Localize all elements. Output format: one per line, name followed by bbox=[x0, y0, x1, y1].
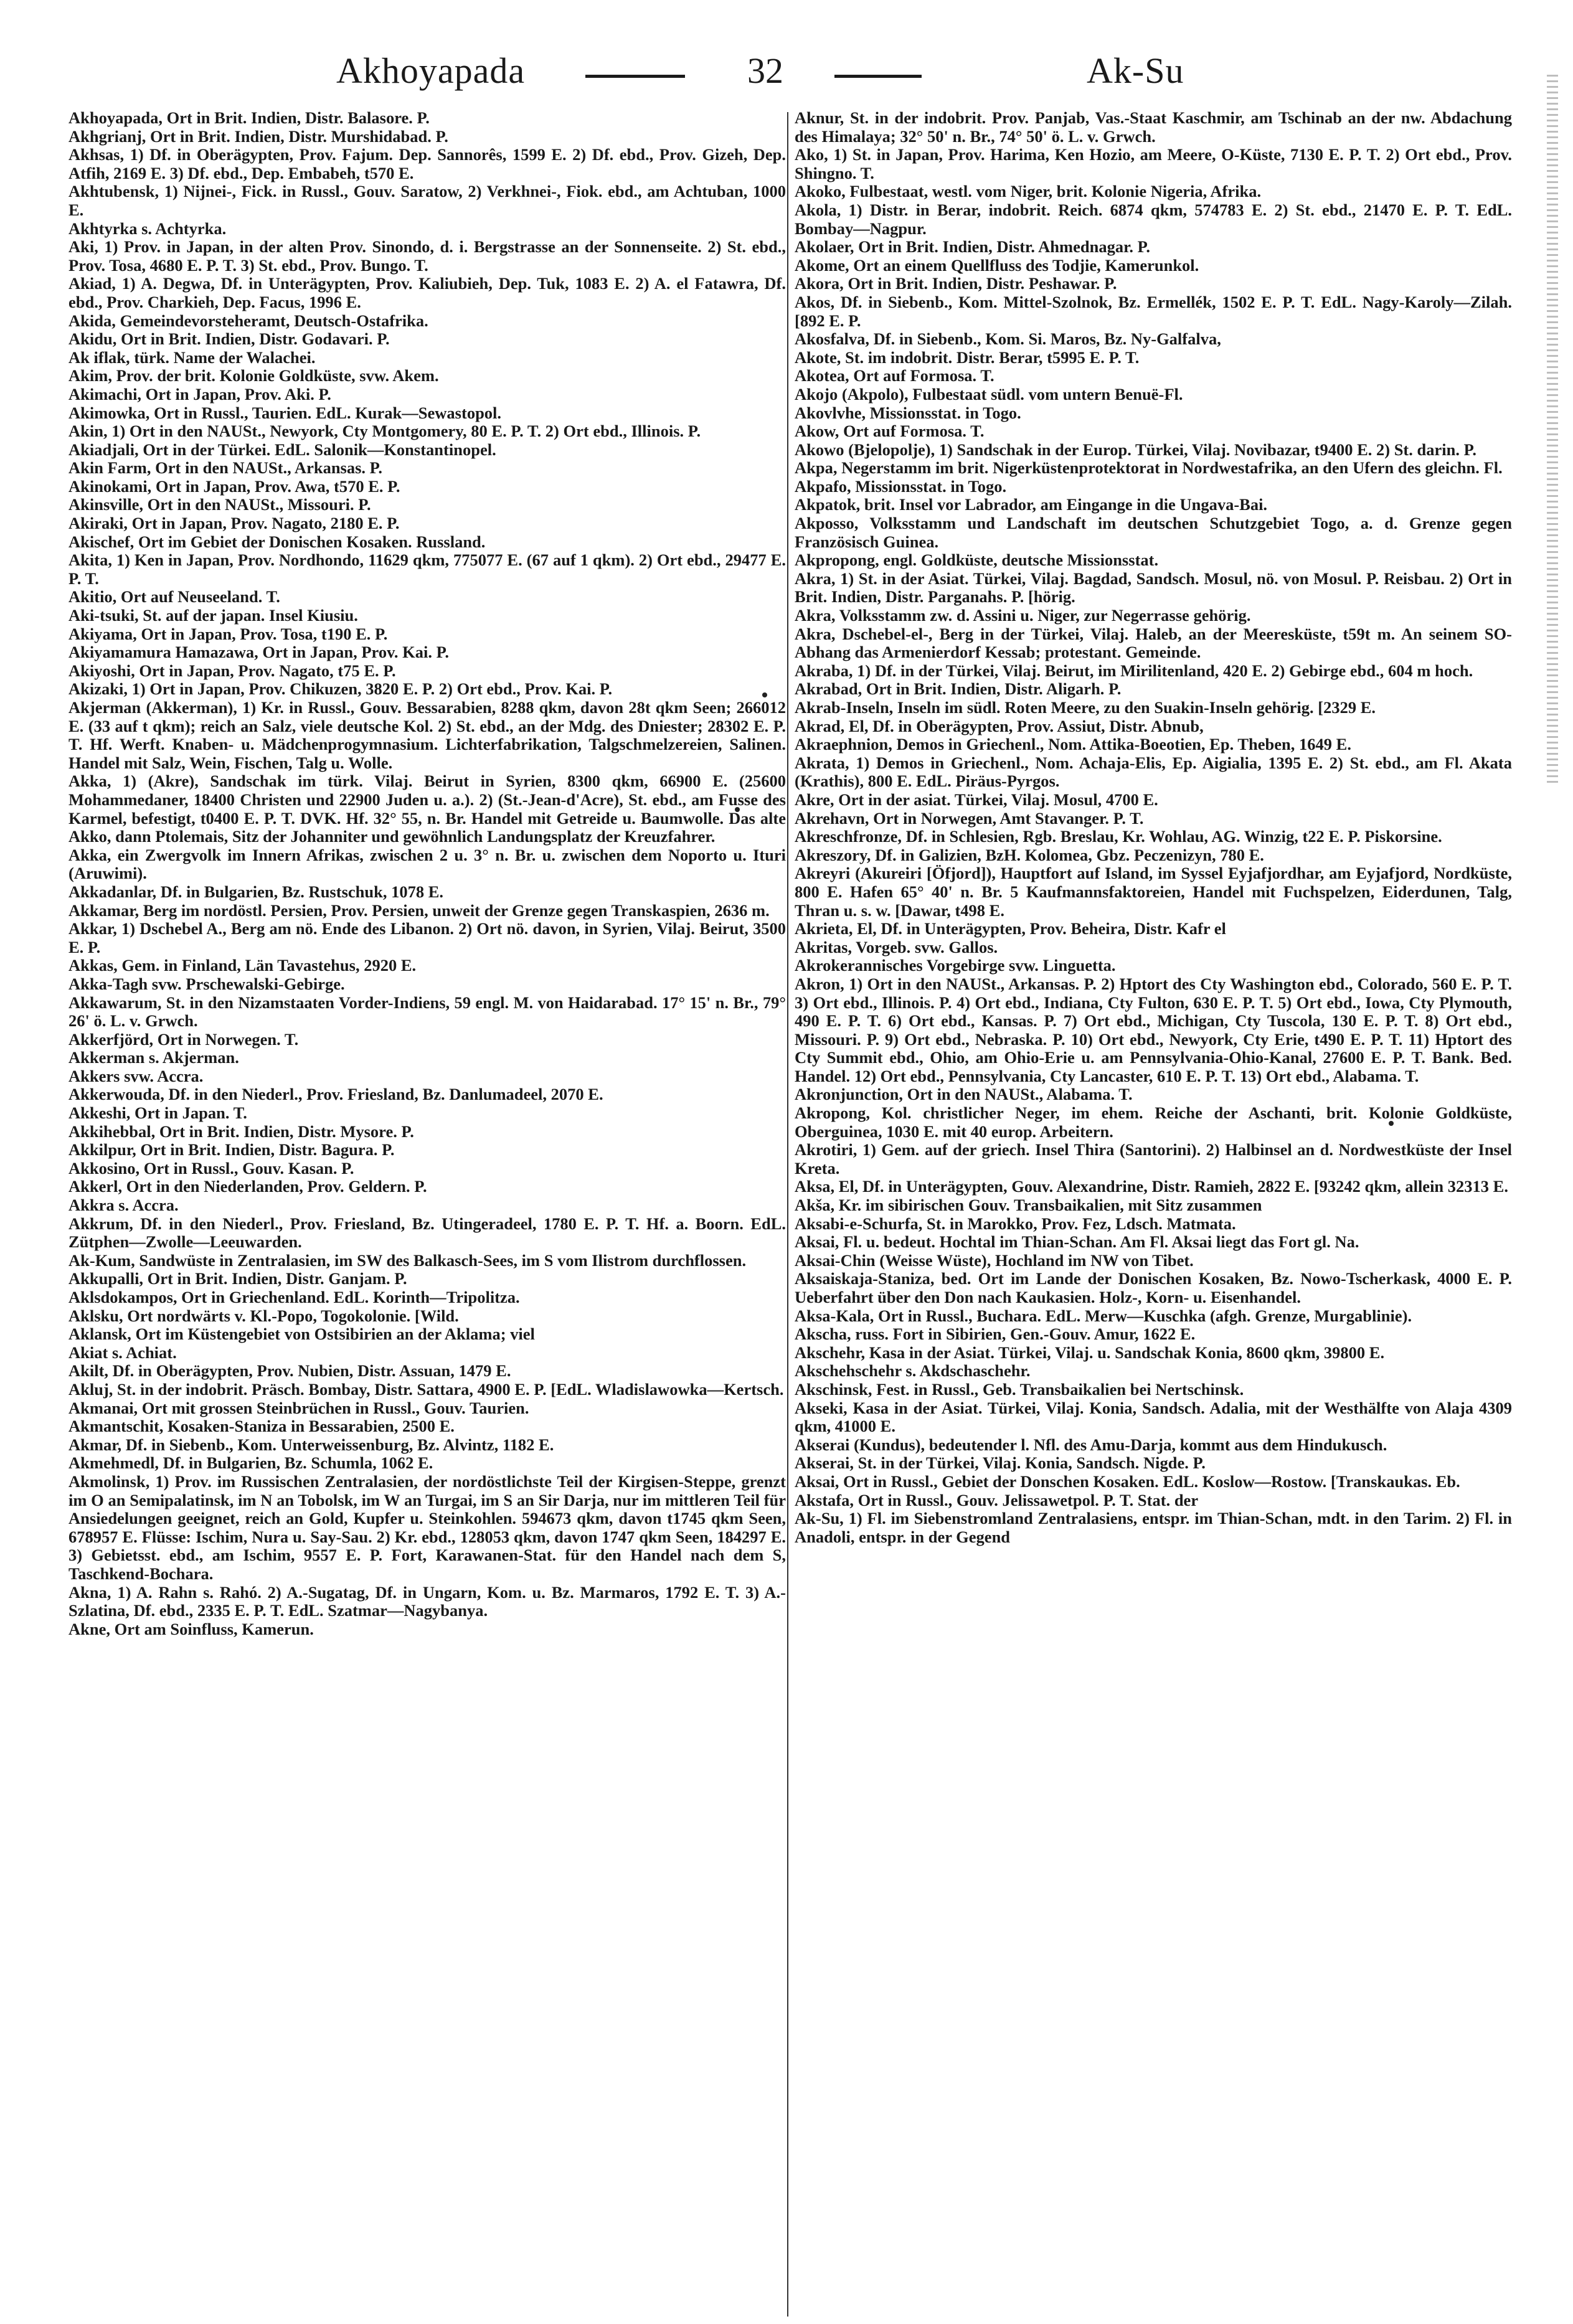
dictionary-entry: Akhtyrka s. Achtyrka. bbox=[68, 219, 227, 238]
dictionary-entry: Akim, Prov. der brit. Kolonie Goldküste, svw. Akem. bbox=[68, 366, 439, 385]
dictionary-entry: Akkerwouda, Df. in den Niederl., Prov. Friesland, Bz. Danlumadeel, 2070 E. bbox=[68, 1085, 603, 1104]
dictionary-entry: Akpropong, engl. Goldküste, deutsche Missionsstat. bbox=[795, 550, 1159, 570]
dictionary-entry: Akosfalva, Df. in Siebenb., Kom. Si. Maros, Bz. Ny-Galfalva, bbox=[795, 329, 1221, 349]
dictionary-entry: Akiad, 1) A. Degwa, Df. in Unterägypten, Prov. Kaliubieh, Dep. Tuk, 1083 E. 2) A. el Fatawra, Df. ebd., Prov. Charkieh, Dep. Facus, 1996 E. bbox=[68, 274, 786, 311]
dictionary-entry: Akschehschehr s. Akdschaschehr. bbox=[795, 1361, 1031, 1381]
header-last-entry: Ak-Su bbox=[1087, 50, 1184, 91]
dictionary-entry: Akkerman s. Akjerman. bbox=[68, 1048, 239, 1067]
dictionary-entry: Aki, 1) Prov. in Japan, in der alten Prov. Sinondo, d. i. Bergstrasse an der Sonnenseite. 2) St. ebd., Prov. Tosa, 4680 E. P. T. 3) St. ebd., Prov. Bungo. T. bbox=[68, 237, 786, 275]
dictionary-entry: Aknur, St. in der indobrit. Prov. Panjab, Vas.-Staat Kaschmir, am Tschinab an der nw. Abdachung des Himalaya; 32° 50' n. Br., 74° 50' ö. L. v. Grwch. bbox=[795, 108, 1512, 146]
dictionary-entry: Akkerl, Ort in den Niederlanden, Prov. Geldern. P. bbox=[68, 1177, 427, 1196]
dictionary-entry: Akpafo, Missionsstat. in Togo. bbox=[795, 476, 1007, 496]
dictionary-entry: Akraephnion, Demos in Griechenl., Nom. Attika-Boeotien, Ep. Theben, 1649 E. bbox=[795, 735, 1351, 754]
dictionary-entry: Akizaki, 1) Ort in Japan, Prov. Chikuzen, 3820 E. P. 2) Ort ebd., Prov. Kai. P. bbox=[68, 679, 613, 699]
dictionary-entry: Akreschfronze, Df. in Schlesien, Rgb. Breslau, Kr. Wohlau, AG. Winzig, t22 E. P. Piskorsine. bbox=[795, 827, 1442, 846]
dictionary-entry: Akserai (Kundus), bedeutender l. Nfl. des Amu-Darja, kommt aus dem Hindukusch. bbox=[795, 1435, 1387, 1454]
dictionary-entry: Akrotiri, 1) Gem. auf der griech. Insel Thira (Santorini). 2) Halbinsel an d. Nordwestküste der Insel Kreta. bbox=[795, 1140, 1512, 1178]
right-column bbox=[795, 109, 1512, 1546]
dictionary-entry: Akrab-Inseln, Inseln im südl. Roten Meere, zu den Suakin-Inseln gehörig. [2329 E. bbox=[795, 698, 1376, 717]
dictionary-entry: Aki-tsuki, St. auf der japan. Insel Kiusiu. bbox=[68, 606, 358, 625]
dictionary-entry: Akowo (Bjelopolje), 1) Sandschak in der Europ. Türkei, Vilaj. Novibazar, t9400 E. 2) St. darin. P. bbox=[795, 440, 1476, 459]
header-first-entry: Akhoyapada bbox=[336, 50, 526, 91]
dictionary-entry: Akrata, 1) Demos in Griechenl., Nom. Achaja-Elis, Ep. Aigialia, 1395 E. 2) St. ebd., am Fl. Akata (Krathis), 800 E. EdL. Piräus-Pyrgos. bbox=[795, 753, 1512, 791]
dictionary-entry: Akmolinsk, 1) Prov. im Russischen Zentralasien, der nordöstlichste Teil der Kirgisen-Steppe, grenzt im O an Semipalatinsk, im N an Tobolsk, im W an Turgai, im S an Sir Darja, nur im mittleren Teil für Ansiedelungen geeignet, reich an Gold, Kupfer u. Steinkohlen. 594673 qkm, davon t1745 qkm Seen, 678957 E. Flüsse: Ischim, Nura u. Say-Sau. 2) Kr. ebd., 128053 qkm, davon 1747 qkm Seen, 184297 E. 3) Gebietsst. ebd., am Ischim, 9557 E. P. Fort, Karawanen-Stat. für den Handel nach dem S, Taschkend-Bochara. bbox=[68, 1471, 786, 1583]
dictionary-entry: Akimowka, Ort in Russl., Taurien. EdL. Kurak—Sewastopol. bbox=[68, 403, 502, 422]
dictionary-entry: Akiyoshi, Ort in Japan, Prov. Nagato, t75 E. P. bbox=[68, 661, 396, 680]
dictionary-entry: Akkar, 1) Dschebel A., Berg am nö. Ende des Libanon. 2) Ort nö. davon, in Syrien, Vilaj. Beirut, 3500 E. P. bbox=[68, 919, 786, 957]
dictionary-entry: Akkerfjörd, Ort in Norwegen. T. bbox=[68, 1029, 299, 1049]
dictionary-entry: Akkrum, Df. in den Niederl., Prov. Friesland, Bz. Utingeradeel, 1780 E. P. T. Hf. a. Boorn. EdL. Zütphen—Zwolle—Leeuwarden. bbox=[68, 1214, 786, 1252]
dictionary-entry: Aksabi-e-Schurfa, St. in Marokko, Prov. Fez, Ldsch. Matmata. bbox=[795, 1214, 1236, 1233]
dictionary-entry: Akora, Ort in Brit. Indien, Distr. Peshawar. P. bbox=[795, 274, 1117, 293]
dictionary-entry: Akome, Ort an einem Quellfluss des Todjie, Kamerunkol. bbox=[795, 255, 1199, 275]
dictionary-entry: Akhsas, 1) Df. in Oberägypten, Prov. Fajum. Dep. Sannorês, 1599 E. 2) Df. ebd., Prov. Gizeh, Dep. Atfih, 2169 E. 3) Df. ebd., Dep. Embabeh, t570 E. bbox=[68, 145, 786, 182]
dictionary-entry: Akos, Df. in Siebenb., Kom. Mittel-Szolnok, Bz. Ermellék, 1502 E. P. T. EdL. Nagy-Karoly—Zilah. [892 E. P. bbox=[795, 292, 1512, 330]
dictionary-entry: Akka, 1) (Akre), Sandschak im türk. Vilaj. Beirut in Syrien, 8300 qkm, 66900 E. (25600 Mohammedaner, 18400 Christen und 22900 Juden u. a.). 2) (St.-Jean-d'Acre), St. ebd., am Fusse des Karmel, befestigt, t0400 E. P. T. DVK. Hf. 32° 55, n. Br. Handel mit Getreide u. Baumwolle. Das alte Akko, dann Ptolemais, Sitz der Johanniter und gewöhnlich Landungsplatz der Kreuzfahrer. bbox=[68, 772, 786, 846]
dictionary-entry: Akkawarum, St. in den Nizamstaaten Vorder-Indiens, 59 engl. M. von Haidarabad. 17° 15' n. Br., 79° 26' ö. L. v. Grwch. bbox=[68, 993, 786, 1031]
dictionary-entry: Akseki, Kasa in der Asiat. Türkei, Vilaj. Konia, Sandsch. Adalia, mit der Westhälfte von Alaja 4309 qkm, 41000 E. bbox=[795, 1398, 1512, 1436]
dictionary-entry: Akposso, Volksstamm und Landschaft im deutschen Schutzgebiet Togo, a. d. Grenze gegen Französisch Guinea. bbox=[795, 514, 1512, 551]
dictionary-entry: Akschehr, Kasa in der Asiat. Türkei, Vilaj. u. Sandschak Konia, 8600 qkm, 39800 E. bbox=[795, 1343, 1385, 1362]
dictionary-entry: Akrabad, Ort in Brit. Indien, Distr. Aligarh. P. bbox=[795, 679, 1122, 699]
dictionary-entry: Akra, Volksstamm zw. d. Assini u. Niger, zur Negerrasse gehörig. bbox=[795, 606, 1251, 625]
dictionary-entry: Akreyri (Akureiri [Öfjord]), Hauptfort auf Island, im Syssel Eyjafjordhar, am Eyjafjord, Nordküste, 800 E. Hafen 65° 40' n. Br. 5 Kaufmannsfaktoreien, Handel mit Fuchspelzen, Eiderdunen, Talg, Thran u. s. w. [Dawar, t498 E. bbox=[795, 864, 1512, 920]
dictionary-entry: Akša, Kr. im sibirischen Gouv. Transbaikalien, mit Sitz zusammen bbox=[795, 1196, 1262, 1215]
dictionary-entry: Aklsdokampos, Ort in Griechenland. EdL. Korinth—Tripolitza. bbox=[68, 1288, 520, 1306]
dictionary-entry: Akiyama, Ort in Japan, Prov. Tosa, t190 E. P. bbox=[68, 624, 388, 643]
dictionary-entry: Akraba, 1) Df. in der Türkei, Vilaj. Beirut, im Mirilitenland, 420 E. 2) Gebirge ebd., 604 m hoch. bbox=[795, 661, 1473, 680]
dictionary-entry: Akpatok, brit. Insel vor Labrador, am Eingange in die Ungava-Bai. bbox=[795, 495, 1268, 514]
dictionary-entry: Aklansk, Ort im Küstengebiet von Ostsibirien an der Aklama; viel bbox=[68, 1325, 535, 1344]
dictionary-entry: Aksai, Fl. u. bedeut. Hochtal im Thian-Schan. Am Fl. Aksai liegt das Fort gl. Na. bbox=[795, 1232, 1359, 1252]
dictionary-entry: Akna, 1) A. Rahn s. Rahó. 2) A.-Sugatag, Df. in Ungarn, Kom. u. Bz. Marmaros, 1792 E. T. 3) A.-Szlatina, Df. ebd., 2335 E. P. T. EdL. Szatmar—Nagybanya. bbox=[68, 1582, 786, 1620]
dictionary-entry: Akotea, Ort auf Formosa. T. bbox=[795, 366, 994, 385]
dictionary-entry: Akritas, Vorgeb. svw. Gallos. bbox=[795, 937, 998, 957]
dictionary-entry: Akimachi, Ort in Japan, Prov. Aki. P. bbox=[68, 384, 331, 404]
dictionary-entry: Akjerman (Akkerman), 1) Kr. in Russl., Gouv. Bessarabien, 8288 qkm, davon 28t qkm Seen; 266012 E. (33 auf t qkm); reich an Salz, viele deutsche Kol. 2) St. ebd., an der Mdg. des Dniester; 28302 E. P. T. Hf. Werft. Knaben- u. Mädchenprogymnasium. Lichterfabrikation, Talgschmelzereien, Salinen. Handel mit Salz, Wein, Fischen, Talg u. Wolle. bbox=[68, 698, 786, 772]
dictionary-entry: Akkadanlar, Df. in Bulgarien, Bz. Rustschuk, 1078 E. bbox=[68, 882, 444, 901]
dictionary-entry: Akluj, St. in der indobrit. Präsch. Bombay, Distr. Sattara, 4900 E. P. [EdL. Wladislawowka—Kertsch. bbox=[68, 1379, 784, 1399]
dictionary-entry: Akschinsk, Fest. in Russl., Geb. Transbaikalien bei Nertschinsk. bbox=[795, 1379, 1244, 1399]
dictionary-entry: Akola, 1) Distr. in Berar, indobrit. Reich. 6874 qkm, 574783 E. 2) St. ebd., 21470 E. P. T. EdL. Bombay—Nagpur. bbox=[795, 200, 1512, 238]
dictionary-entry: Akoko, Fulbestaat, westl. vom Niger, brit. Kolonie Nigeria, Afrika. bbox=[795, 182, 1262, 201]
dictionary-entry: Akote, St. im indobrit. Distr. Berar, t5995 E. P. T. bbox=[795, 347, 1140, 367]
dictionary-entry: Akra, Dschebel-el-, Berg in der Türkei, Vilaj. Haleb, an der Meeresküste, t59t m. An seinem SO-Abhang das Armenierdorf Kessab; protestant. Gemeinde. bbox=[795, 624, 1512, 662]
dictionary-entry: Akiat s. Achiat. bbox=[68, 1343, 177, 1362]
scan-edge-marks bbox=[1547, 75, 1558, 785]
dictionary-entry: Akstafa, Ort in Russl., Gouv. Jelissawetpol. P. T. Stat. der bbox=[795, 1490, 1199, 1509]
dictionary-entry: Akhoyapada, Ort in Brit. Indien, Distr. Balasore. P. bbox=[68, 108, 430, 127]
dictionary-entry: Akmar, Df. in Siebenb., Kom. Unterweissenburg, Bz. Alvintz, 1182 E. bbox=[68, 1435, 554, 1454]
dictionary-entry: Akinokami, Ort in Japan, Prov. Awa, t570 E. P. bbox=[68, 476, 400, 496]
dictionary-entry: Akrad, El, Df. in Oberägypten, Prov. Assiut, Distr. Abnub, bbox=[795, 716, 1204, 735]
dictionary-entry: Akischef, Ort im Gebiet der Donischen Kosaken. Russland. bbox=[68, 532, 486, 551]
dictionary-entry: Akitio, Ort auf Neuseeland. T. bbox=[68, 587, 280, 607]
header-dash-left bbox=[585, 75, 685, 78]
dictionary-entry: Akinsville, Ort in den NAUSt., Missouri. P. bbox=[68, 495, 371, 514]
dictionary-entry: Akron, 1) Ort in den NAUSt., Arkansas. P. 2) Hptort des Cty Washington ebd., Colorado, 560 E. P. T. 3) Ort ebd., Illinois. P. 4) Ort ebd., Indiana, Cty Fulton, 630 E. P. T. 5) Ort ebd., Iowa, Cty Plymouth, 490 E. P. T. 6) Ort ebd., Kansas. P. 7) Ort ebd., Michigan, Cty Tuscola, 130 E. P. T. 8) Ort ebd., Missouri. P. 9) Ort ebd., Nebraska. P. 10) Ort ebd., Newyork, Cty Erie, t490 E. P. T. 11) Hptort des Cty Summit ebd., Ohio, am Ohio-Erie u. am Pennsylvania-Ohio-Kanal, 27600 E. P. T. Bank. Bed. Handel. 12) Ort ebd., Pennsylvania, Cty Lancaster, 610 E. P. T. 13) Ort ebd., Alabama. T. bbox=[795, 974, 1512, 1085]
dictionary-entry: Akkeshi, Ort in Japan. T. bbox=[68, 1103, 247, 1123]
dictionary-entry: Akkihebbal, Ort in Brit. Indien, Distr. Mysore. P. bbox=[68, 1122, 414, 1141]
dictionary-entry: Aklsku, Ort nordwärts v. Kl.-Popo, Togokolonie. [Wild. bbox=[68, 1306, 459, 1325]
dictionary-entry: Akra, 1) St. in der Asiat. Türkei, Vilaj. Bagdad, Sandsch. Mosul, nö. von Mosul. P. Reisbau. 2) Ort in Brit. Indien, Distr. Parganahs. P. [hörig. bbox=[795, 569, 1512, 607]
dictionary-entry: Akovlvhe, Missionsstat. in Togo. bbox=[795, 403, 1021, 422]
dictionary-entry: Aksaiskaja-Staniza, bed. Ort im Lande der Donischen Kosaken, Bz. Nowo-Tscherkask, 4000 E. P. Ueberfahrt über den Don nach Kaukasien. Holz-, Korn- u. Eisenhandel. bbox=[795, 1269, 1512, 1306]
dictionary-entry: Akrehavn, Ort in Norwegen, Amt Stavanger. P. T. bbox=[795, 808, 1144, 828]
header-dash-right bbox=[834, 75, 922, 78]
dictionary-entry: Ak-Su, 1) Fl. im Siebenstromland Zentralasiens, entspr. im Thian-Schan, mdt. in den Tarim. 2) Fl. in Anadoli, entspr. in der Gegend bbox=[795, 1509, 1512, 1546]
dictionary-entry: Akiadjali, Ort in der Türkei. EdL. Salonik—Konstantinopel. bbox=[68, 440, 496, 459]
dictionary-entry: Akne, Ort am Soinfluss, Kamerun. bbox=[68, 1619, 314, 1638]
dictionary-entry: Akpa, Negerstamm im brit. Nigerküstenprotektorat in Nordwestafrika, an den Ufern des gleichn. Fl. bbox=[795, 458, 1503, 478]
dictionary-entry: Aksa-Kala, Ort in Russl., Buchara. EdL. Merw—Kuschka (afgh. Grenze, Murgablinie). bbox=[795, 1306, 1412, 1325]
dictionary-entry: Akserai, St. in der Türkei, Vilaj. Konia, Sandsch. Nigde. P. bbox=[795, 1453, 1206, 1473]
dictionary-entry: Akolaer, Ort in Brit. Indien, Distr. Ahmednagar. P. bbox=[795, 237, 1151, 257]
dictionary-entry: Akkra s. Accra. bbox=[68, 1196, 179, 1215]
dictionary-entry: Akin Farm, Ort in den NAUSt., Arkansas. P. bbox=[68, 458, 383, 478]
dictionary-entry: Akidu, Ort in Brit. Indien, Distr. Godavari. P. bbox=[68, 329, 390, 349]
left-column bbox=[68, 109, 786, 1638]
dictionary-entry: Akronjunction, Ort in den NAUSt., Alabama. T. bbox=[795, 1085, 1133, 1104]
page-number: 32 bbox=[747, 50, 783, 91]
dictionary-entry: Akka, ein Zwergvolk im Innern Afrikas, zwischen 2 u. 3° n. Br. u. zwischen dem Noporto u. Ituri (Aruwimi). bbox=[68, 845, 786, 883]
dictionary-entry: Akrieta, El, Df. in Unterägypten, Prov. Beheira, Distr. Kafr el bbox=[795, 919, 1226, 938]
dictionary-entry: Akhgrianj, Ort in Brit. Indien, Distr. Murshidabad. P. bbox=[68, 126, 448, 146]
dictionary-entry: Akmehmedl, Df. in Bulgarien, Bz. Schumla, 1062 E. bbox=[68, 1453, 433, 1473]
dictionary-entry: Akrokerannisches Vorgebirge svw. Linguetta. bbox=[795, 956, 1116, 975]
dictionary-entry: Akkupalli, Ort in Brit. Indien, Distr. Ganjam. P. bbox=[68, 1269, 407, 1288]
dictionary-entry: Akita, 1) Ken in Japan, Prov. Nordhondo, 11629 qkm, 775077 E. (67 auf 1 qkm). 2) Ort ebd., 29477 E. P. T. bbox=[68, 550, 786, 588]
dictionary-entry: Akida, Gemeindevorsteheramt, Deutsch-Ostafrika. bbox=[68, 311, 428, 330]
dictionary-entry: Akilt, Df. in Oberägypten, Prov. Nubien, Distr. Assuan, 1479 E. bbox=[68, 1361, 511, 1381]
dictionary-entry: Akojo (Akpolo), Fulbestaat südl. vom untern Benuë-Fl. bbox=[795, 384, 1183, 404]
dictionary-entry: Akropong, Kol. christlicher Neger, im ehem. Reiche der Aschanti, brit. Kolonie Goldküste, Oberguinea, 1030 E. mit 40 europ. Arbeitern. bbox=[795, 1103, 1512, 1141]
dictionary-entry: Akow, Ort auf Formosa. T. bbox=[795, 422, 985, 441]
dictionary-entry: Akkas, Gem. in Finland, Län Tavastehus, 2920 E. bbox=[68, 956, 417, 975]
column-divider bbox=[787, 112, 788, 2317]
dictionary-entry: Akre, Ort in der asiat. Türkei, Vilaj. Mosul, 4700 E. bbox=[795, 790, 1158, 809]
dictionary-entry: Akreszory, Df. in Galizien, BzH. Kolomea, Gbz. Peczenizyn, 780 E. bbox=[795, 845, 1264, 864]
dictionary-entry: Ak-Kum, Sandwüste in Zentralasien, im SW des Balkasch-Sees, im S vom Ilistrom durchflossen. bbox=[68, 1250, 747, 1270]
dictionary-entry: Akkamar, Berg im nordöstl. Persien, Prov. Persien, unweit der Grenze gegen Transkaspien, 2636 m. bbox=[68, 900, 770, 920]
running-header bbox=[0, 50, 1573, 100]
dictionary-entry: Aksai, Ort in Russl., Gebiet der Donschen Kosaken. EdL. Koslow—Rostow. [Transkaukas. Eb. bbox=[795, 1471, 1460, 1491]
dictionary-entry: Ak iflak, türk. Name der Walachei. bbox=[68, 347, 316, 367]
dictionary-entry: Akkilpur, Ort in Brit. Indien, Distr. Bagura. P. bbox=[68, 1140, 395, 1160]
dictionary-entry: Aksa, El, Df. in Unterägypten, Gouv. Alexandrine, Distr. Ramieh, 2822 E. [93242 qkm, allein 32313 E. bbox=[795, 1177, 1508, 1196]
dictionary-entry: Akin, 1) Ort in den NAUSt., Newyork, Cty Montgomery, 80 E. P. T. 2) Ort ebd., Illinois. P. bbox=[68, 422, 701, 441]
dictionary-entry: Akmantschit, Kosaken-Staniza in Bessarabien, 2500 E. bbox=[68, 1417, 455, 1436]
dictionary-entry: Akscha, russ. Fort in Sibirien, Gen.-Gouv. Amur, 1622 E. bbox=[795, 1325, 1196, 1344]
dictionary-entry: Aksai-Chin (Weisse Wüste), Hochland im NW von Tibet. bbox=[795, 1250, 1194, 1270]
dictionary-entry: Akmanai, Ort mit grossen Steinbrüchen in Russl., Gouv. Taurien. bbox=[68, 1398, 529, 1417]
dictionary-entry: Ako, 1) St. in Japan, Prov. Harima, Ken Hozio, am Meere, O-Küste, 7130 E. P. T. 2) Ort ebd., Prov. Shingno. T. bbox=[795, 145, 1512, 182]
dictionary-entry: Akkosino, Ort in Russl., Gouv. Kasan. P. bbox=[68, 1158, 354, 1178]
dictionary-entry: Akiyamamura Hamazawa, Ort in Japan, Prov. Kai. P. bbox=[68, 643, 449, 662]
dictionary-entry: Akiraki, Ort in Japan, Prov. Nagato, 2180 E. P. bbox=[68, 514, 400, 533]
dictionary-entry: Akhtubensk, 1) Nijnei-, Fick. in Russl., Gouv. Saratow, 2) Verkhnei-, Fiok. ebd., am Achtuban, 1000 E. bbox=[68, 182, 786, 219]
dictionary-entry: Akkers svw. Accra. bbox=[68, 1066, 204, 1085]
dictionary-entry: Akka-Tagh svw. Prschewalski-Gebirge. bbox=[68, 974, 345, 993]
